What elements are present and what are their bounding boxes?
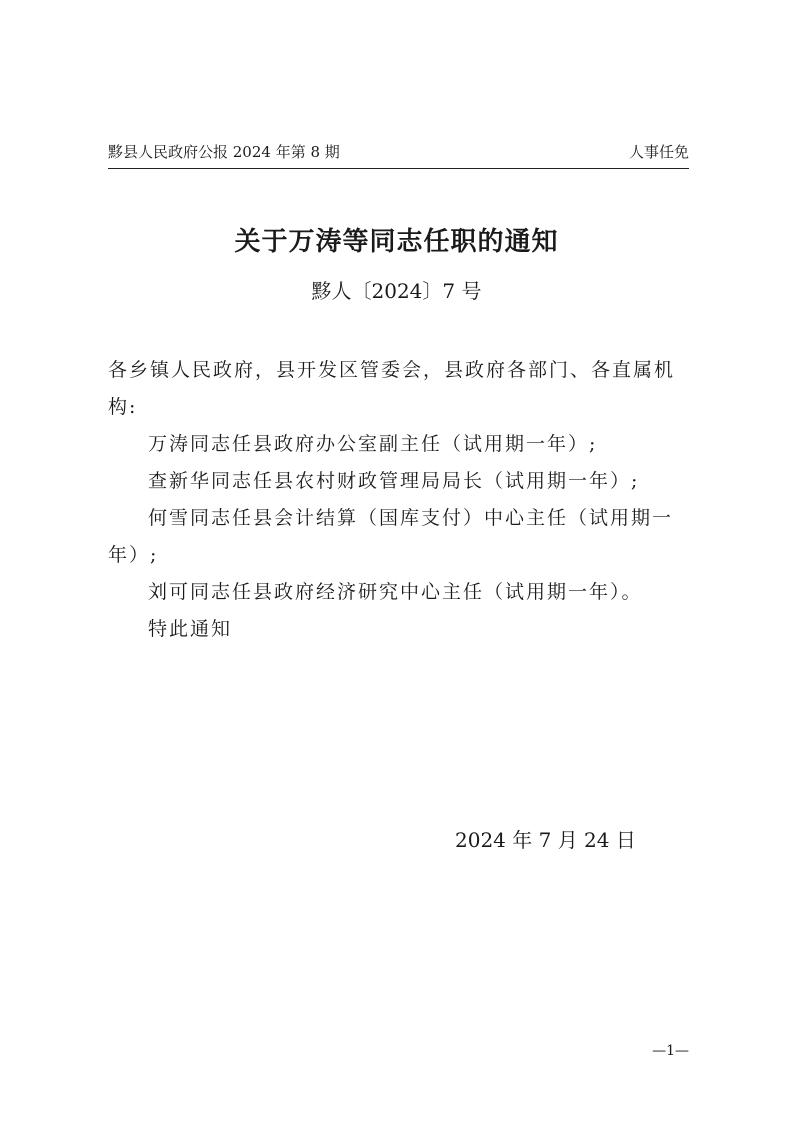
appointment-item: 万涛同志任县政府办公室副主任（试用期一年）; [148, 433, 598, 455]
page-header [108, 140, 689, 164]
document-title: 关于万涛等同志任职的通知 [234, 227, 559, 257]
document-body [108, 352, 690, 648]
page-number: —1— [652, 1043, 689, 1059]
header-divider [108, 168, 689, 169]
closing-line: 特此通知 [148, 618, 233, 640]
issue-date: 2024 年 7 月 24 日 [455, 828, 636, 852]
appointment-item: 刘可同志任县政府经济研究中心主任（试用期一年）。 [148, 581, 643, 603]
appointment-item: 查新华同志任县农村财政管理局局长（试用期一年）; [148, 470, 640, 492]
appointment-item: 何雪同志任县会计结算（国库支付）中心主任（试用期一年）; [108, 507, 674, 566]
gazette-issue-label: 黟县人民政府公报 2024 年第 8 期 [108, 143, 340, 161]
section-label: 人事任免 [628, 143, 689, 161]
recipients-line: 各乡镇人民政府，县开发区管委会，县政府各部门、各直属机构: [108, 359, 676, 418]
document-number: 黟人〔2024〕7 号 [311, 279, 482, 303]
